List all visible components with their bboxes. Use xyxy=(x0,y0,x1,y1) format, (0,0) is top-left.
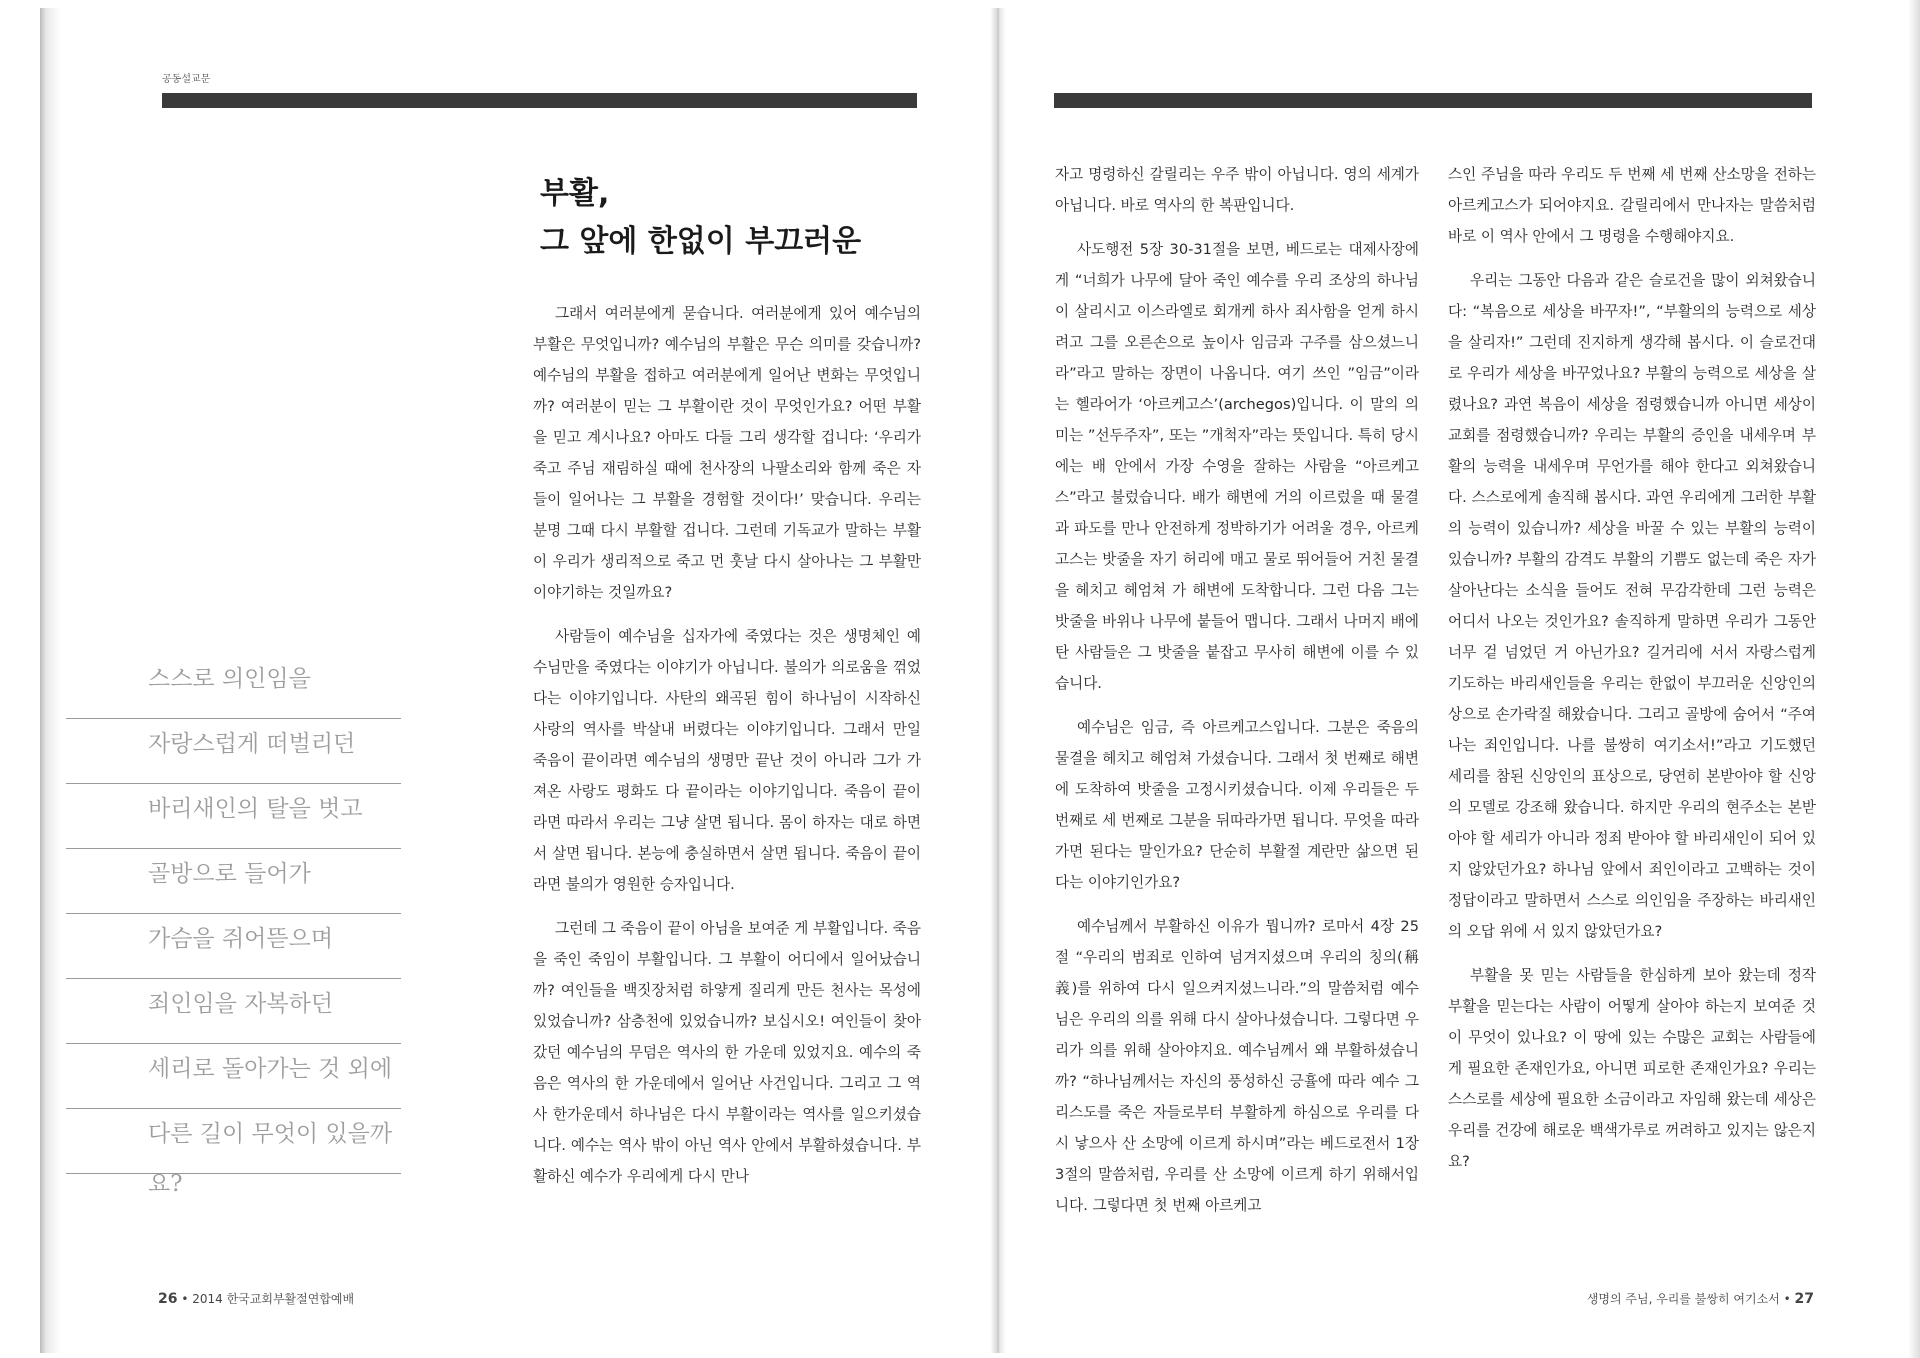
paragraph: 스인 주님을 따라 우리도 두 번째 세 번째 산소망을 전하는 아르케고스가 되어야지요. 갈릴리에서 만나자는 말씀처럼 바로 이 역사 안에서 그 명령을 수행해야지요. xyxy=(1448,166,1816,245)
footer-bullet: • xyxy=(181,1292,189,1306)
paragraph: 예수님은 임금, 즉 아르케고스입니다. 그분은 죽음의 물결을 헤치고 헤엄쳐 가셨습니다. 그래서 첫 번째로 해변에 도착하여 밧줄을 고정시키셨습니다. 이제 우리들은 두 번째로 세 번째로 그분을 뒤따라가면 됩니다. 무엇을 따라가면 된다는 말인가요? 단순히 부활절 계란만 삶으면 된다는 이야기인가요? xyxy=(1055,719,1419,891)
paragraph: 자고 명령하신 갈릴리는 우주 밖이 아닙니다. 영의 세계가 아닙니다. 바로 역사의 한 복판입니다. xyxy=(1055,166,1419,214)
paragraph: 그런데 그 죽음이 끝이 아님을 보여준 게 부활입니다. 죽음을 죽인 죽임이 부활입니다. 그 부활이 어디에서 일어났습니까? 여인들을 백짓장처럼 하얗게 질리게 만든 천사는 목성에 있었습니까? 삼층천에 있었습니까? 보십시오! 여인들이 찾아갔던 예수님의 무덤은 역사의 한 가운데 있었지요. 예수의 죽음은 역사의 한 가운데에서 일어난 사건입니다. 그리고 그 역사 한가운데서 하나님은 다시 부활이라는 역사를 일으키셨습니다. 예수는 역사 밖이 아닌 역사 안에서 부활하셨습니다. 부활하신 예수가 우리에게 다시 만나 xyxy=(533,920,921,1185)
page-edge-right xyxy=(1908,0,1920,1358)
title-line-2: 그 앞에 한없이 부끄러운 xyxy=(540,224,862,259)
paragraph: 우리는 그동안 다음과 같은 슬로건을 많이 외쳐왔습니다: “복음으로 세상을 바꾸자!”, “부활의의 능력으로 세상을 살리자!” 그런데 진지하게 생각해 봅시다. 이 슬로건대로 우리가 세상을 바꾸었나요? 부활의 능력으로 세상을 살렸나요? 과연 복음이 세상을 점령했습니까 아니면 세상이 교회를 점령했습니까? 우리는 부활의 증인을 내세우며 부활의 능력을 내세우며 무언가를 해야 한다고 외쳐왔습니다. 스스로에게 솔직해 봅시다. 과연 우리에게 그러한 부활의 능력이 있습니까? 세상을 바꿀 수 있는 부활의 능력이 있습니까? 부활의 감격도 부활의 기쁨도 없는데 죽은 자가 살아난다는 소식을 들어도 전혀 무감각한데 그런 능력은 어디서 나오는 것인가요? 솔직하게 말하면 우리가 그동안 너무 겉 넘었던 거 아닌가요? 길거리에 서서 자랑스럽게 기도하는 바리새인들을 우리는 한없이 부끄러운 신앙인의 상으로 손가락질 해왔습니다. 그리고 골방에 숨어서 “주여 나는 죄인입니다. 나를 불쌍히 여기소서!”라고 기도했던 세리를 참된 신앙인의 표상으로, 당연히 본받아야 할 신앙의 모델로 강조해 왔습니다. 하지만 우리의 현주소는 본받아야 할 세리가 아니라 정죄 받아야 할 바리새인이 되어 있지 않았던가요? 하나님 앞에서 죄인이라고 고백하는 것이 정답이라고 말하면서 스스로 의인임을 주장하는 바리새인의 오답 위에 서 있지 않았던가요? xyxy=(1448,272,1816,940)
footer-sermon-title: 생명의 주님, 우리를 불쌍히 여기소서 xyxy=(1586,1292,1780,1306)
pull-quote-line: 죄인임을 자복하던 xyxy=(66,979,401,1044)
body-column-2 xyxy=(1055,159,1419,1234)
pull-quote-line: 가슴을 쥐어뜯으며 xyxy=(66,914,401,979)
footer-bullet: • xyxy=(1783,1292,1791,1306)
pull-quote xyxy=(66,654,401,1197)
header-bar-right xyxy=(1054,93,1812,108)
section-label: 공동설교문 xyxy=(162,74,211,85)
title-line-1: 부활, xyxy=(540,176,610,211)
pull-quote-line: 골방으로 들어가 xyxy=(66,849,401,914)
article-title xyxy=(540,170,861,266)
paragraph: 그래서 여러분에게 묻습니다. 여러분에게 있어 예수님의 부활은 무엇입니까? 예수님의 부활은 무슨 의미를 갖습니까? 예수님의 부활을 접하고 여러분에게 일어난 변화는 무엇입니까? 여러분이 믿는 그 부활이란 것이 무엇인가요? 어떤 부활을 믿고 계시나요? 아마도 다들 그리 생각할 겁니다: ‘우리가 죽고 주님 재림하실 때에 천사장의 나팔소리와 함께 죽은 자들이 일어나는 그 부활을 경험할 것이다!’ 맞습니다. 우리는 분명 그때 다시 부활할 겁니다. 그런데 기독교가 말하는 부활이 우리가 생리적으로 죽고 먼 훗날 다시 살아나는 그 부활만 이야기하는 것일까요? xyxy=(533,305,921,601)
paragraph: 부활을 못 믿는 사람들을 한심하게 보아 왔는데 정작 부활을 믿는다는 사람이 어떻게 살아야 하는지 보여준 것이 무엇이 있나요? 이 땅에 있는 수많은 교회는 사람들에게 필요한 존재인가요, 아니면 피로한 존재인가요? 우리는 스스로를 세상에 필요한 소금이라고 자임해 왔는데 세상은 우리를 건강에 해로운 백색가루로 꺼려하고 있지는 않은지요? xyxy=(1448,967,1816,1170)
header-bar-left xyxy=(162,93,917,108)
page-number-left: 26 xyxy=(158,1291,178,1307)
pull-quote-line: 세리로 돌아가는 것 외에 xyxy=(66,1044,401,1109)
page-number-right: 27 xyxy=(1794,1291,1814,1307)
paragraph: 예수님께서 부활하신 이유가 뭡니까? 로마서 4장 25절 “우리의 범죄로 인하여 넘겨지셨으며 우리의 칭의(稱義)를 위하여 다시 일으켜지셨느니라.”의 말씀처럼 예수님은 우리의 의를 위해 다시 살아나셨습니다. 그렇다면 우리가 의를 위해 살아야지요. 예수님께서 왜 부활하셨습니까? “하나님께서는 자신의 풍성하신 긍휼에 따라 예수 그리스도를 죽은 자들로부터 부활하게 하심으로 우리를 다시 낳으사 산 소망에 이르게 하시며”라는 베드로전서 1장 3절의 말씀처럼, 우리를 산 소망에 이르게 하기 위해서입니다. 그렇다면 첫 번째 아르케고 xyxy=(1055,918,1419,1214)
body-column-3 xyxy=(1448,159,1816,1190)
pull-quote-line: 다른 길이 무엇이 있을까요? xyxy=(66,1109,401,1174)
pull-quote-line: 스스로 의인임을 xyxy=(66,654,401,719)
paragraph: 사도행전 5장 30-31절을 보면, 베드로는 대제사장에게 “너희가 나무에 달아 죽인 예수를 우리 조상의 하나님이 살리시고 이스라엘로 회개케 하사 죄사함을 얻게 하시려고 그를 오른손으로 높이사 임금과 구주를 삼으셨느니라”라고 말하는 장면이 나옵니다. 여기 쓰인 ”임금”이라는 헬라어가 ‘아르케고스’(archegos)입니다. 이 말의 의미는 ”선두주자”, 또는 ”개척자”라는 뜻입니다. 특히 당시에는 배 안에서 가장 수영을 잘하는 사람을 “아르케고스”라고 불렀습니다. 배가 해변에 거의 이르렀을 때 물결과 파도를 만나 안전하게 정박하기가 어려울 경우, 아르케고스는 밧줄을 자기 허리에 매고 물로 뛰어들어 거친 물결을 헤치고 헤엄쳐 가 해변에 도착합니다. 그런 다음 그는 밧줄을 바위나 나무에 붙들어 맵니다. 그래서 나머지 배에 탄 사람들은 그 밧줄을 붙잡고 무사히 해변에 이를 수 있습니다. xyxy=(1055,241,1419,692)
footer-right xyxy=(1587,1290,1814,1307)
pull-quote-line: 자랑스럽게 떠벌리던 xyxy=(66,719,401,784)
pull-quote-line: 바리새인의 탈을 벗고 xyxy=(66,784,401,849)
paragraph: 사람들이 예수님을 십자가에 죽였다는 것은 생명체인 예수님만을 죽였다는 이야기가 아닙니다. 불의가 의로움을 꺾었다는 이야기입니다. 사탄의 왜곡된 힘이 하나님이 시작하신 사랑의 역사를 박살내 버렸다는 이야기입니다. 그래서 만일 죽음이 끝이라면 예수님의 생명만 끝난 것이 아니라 그가 가져온 사랑도 평화도 다 끝이라는 이야기입니다. 죽음이 끝이라면 따라서 우리는 그냥 살면 됩니다. 몸이 하자는 대로 하면서 살면 됩니다. 본능에 충실하면서 살면 됩니다. 죽음이 끝이라면 불의가 영원한 승자입니다. xyxy=(533,628,921,893)
footer-publication: 2014 한국교회부활절연합예배 xyxy=(192,1292,355,1306)
body-column-1 xyxy=(533,298,921,1205)
page-edge-shadow xyxy=(40,8,60,1353)
footer-left xyxy=(158,1290,354,1307)
book-fold xyxy=(990,8,1006,1353)
